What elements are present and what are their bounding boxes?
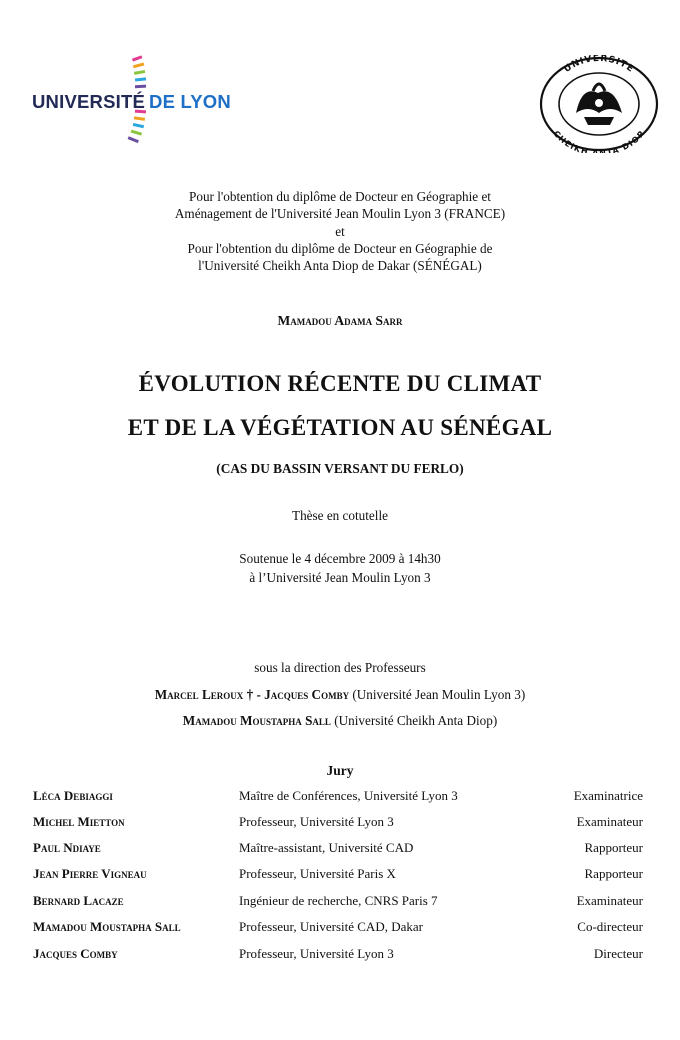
- defense-place: à l’Université Jean Moulin Lyon 3: [249, 569, 431, 585]
- jury-member-position: Maître de Conférences, Université Lyon 3: [239, 788, 458, 803]
- author-name: Mamadou Adama Sarr: [277, 313, 403, 328]
- jury-row: [33, 814, 643, 834]
- jury-member-role: Co-directeur: [577, 919, 643, 934]
- jury-member-role: Rapporteur: [584, 840, 643, 855]
- thesis-type: Thèse en cotutelle: [292, 508, 388, 523]
- jury-member-position: Professeur, Université Lyon 3: [239, 946, 394, 961]
- jury-member-position: Maître-assistant, Université CAD: [239, 840, 414, 855]
- jury-member-role: Rapporteur: [584, 866, 643, 881]
- jury-member-position: Professeur, Université Lyon 3: [239, 814, 394, 829]
- degree-statement: [0, 188, 680, 274]
- intro-line: Pour l'obtention du diplôme de Docteur en Géographie et: [189, 189, 491, 204]
- seal-bottom-text: CHEIKH ANTA DIOP: [551, 129, 647, 153]
- jury-member-name: Mamadou Moustapha Sall: [33, 919, 181, 934]
- thesis-title-line-2: ET DE LA VÉGÉTATION AU SÉNÉGAL: [127, 415, 553, 440]
- jury-member-role: Examinateur: [576, 893, 643, 908]
- jury-member-position: Ingénieur de recherche, CNRS Paris 7: [239, 893, 438, 908]
- svg-text:CHEIKH ANTA DIOP: [552, 129, 647, 153]
- intro-line: l'Université Cheikh Anta Diop de Dakar (SÉNÉGAL): [198, 258, 482, 274]
- supervisor-affiliation: (Université Jean Moulin Lyon 3): [352, 686, 526, 702]
- jury-heading: Jury: [326, 763, 354, 778]
- intro-line: Aménagement de l'Université Jean Moulin Lyon 3 (FRANCE): [174, 206, 506, 222]
- jury-member-position: Professeur, Université Paris X: [239, 866, 396, 881]
- jury-member-name: Léca Debiaggi: [33, 788, 113, 803]
- supervisor-names: Marcel Leroux † - Jacques Comby: [154, 686, 350, 702]
- jury-member-name: Michel Mietton: [33, 814, 125, 829]
- supervision-block: [0, 655, 680, 735]
- jury-member-role: Directeur: [593, 946, 643, 961]
- jury-member-name: Bernard Lacaze: [33, 893, 124, 908]
- ucad-seal-logo: [538, 55, 660, 153]
- seal-top-text: UNIVERSITE: [562, 55, 636, 75]
- supervisor-affiliation: (Université Cheikh Anta Diop): [334, 713, 498, 728]
- jury-row: [33, 840, 643, 860]
- jury-member-name: Paul Ndiaye: [33, 840, 101, 855]
- jury-member-name: Jean Pierre Vigneau: [33, 866, 147, 881]
- intro-line: Pour l'obtention du diplôme de Docteur en Géographie de: [187, 240, 493, 256]
- lyon-logo-text-universite: UNIVERSITÉ: [32, 91, 146, 112]
- jury-member-role: Examinatrice: [573, 788, 643, 803]
- supervisors-line-2: [0, 708, 680, 735]
- intro-line: et: [335, 223, 345, 239]
- jury-row: [33, 788, 643, 808]
- jury-row: [33, 866, 643, 886]
- jury-member-name: Jacques Comby: [33, 946, 118, 961]
- svg-text:UNIVERSITE: [562, 55, 635, 75]
- jury-member-position: Professeur, Université CAD, Dakar: [239, 919, 423, 934]
- universite-de-lyon-logo: [30, 55, 240, 150]
- supervisors-line-1: [0, 682, 680, 709]
- ucad-seal-emblem-icon: [538, 55, 660, 153]
- thesis-title-line-1: ÉVOLUTION RÉCENTE DU CLIMAT: [138, 371, 542, 396]
- lyon-logo-text-de-lyon: DE LYON: [149, 91, 231, 112]
- supervisor-names: Mamadou Moustapha Sall: [182, 713, 331, 728]
- jury-row: [33, 919, 643, 939]
- defense-info: [0, 550, 680, 587]
- jury-member-role: Examinateur: [576, 814, 643, 829]
- jury-row: [33, 893, 643, 913]
- jury-row: [33, 946, 643, 966]
- defense-date: Soutenue le 4 décembre 2009 à 14h30: [239, 551, 441, 566]
- supervision-intro: sous la direction des Professeurs: [254, 660, 426, 675]
- thesis-subtitle: (CAS DU BASSIN VERSANT DU FERLO): [216, 461, 464, 476]
